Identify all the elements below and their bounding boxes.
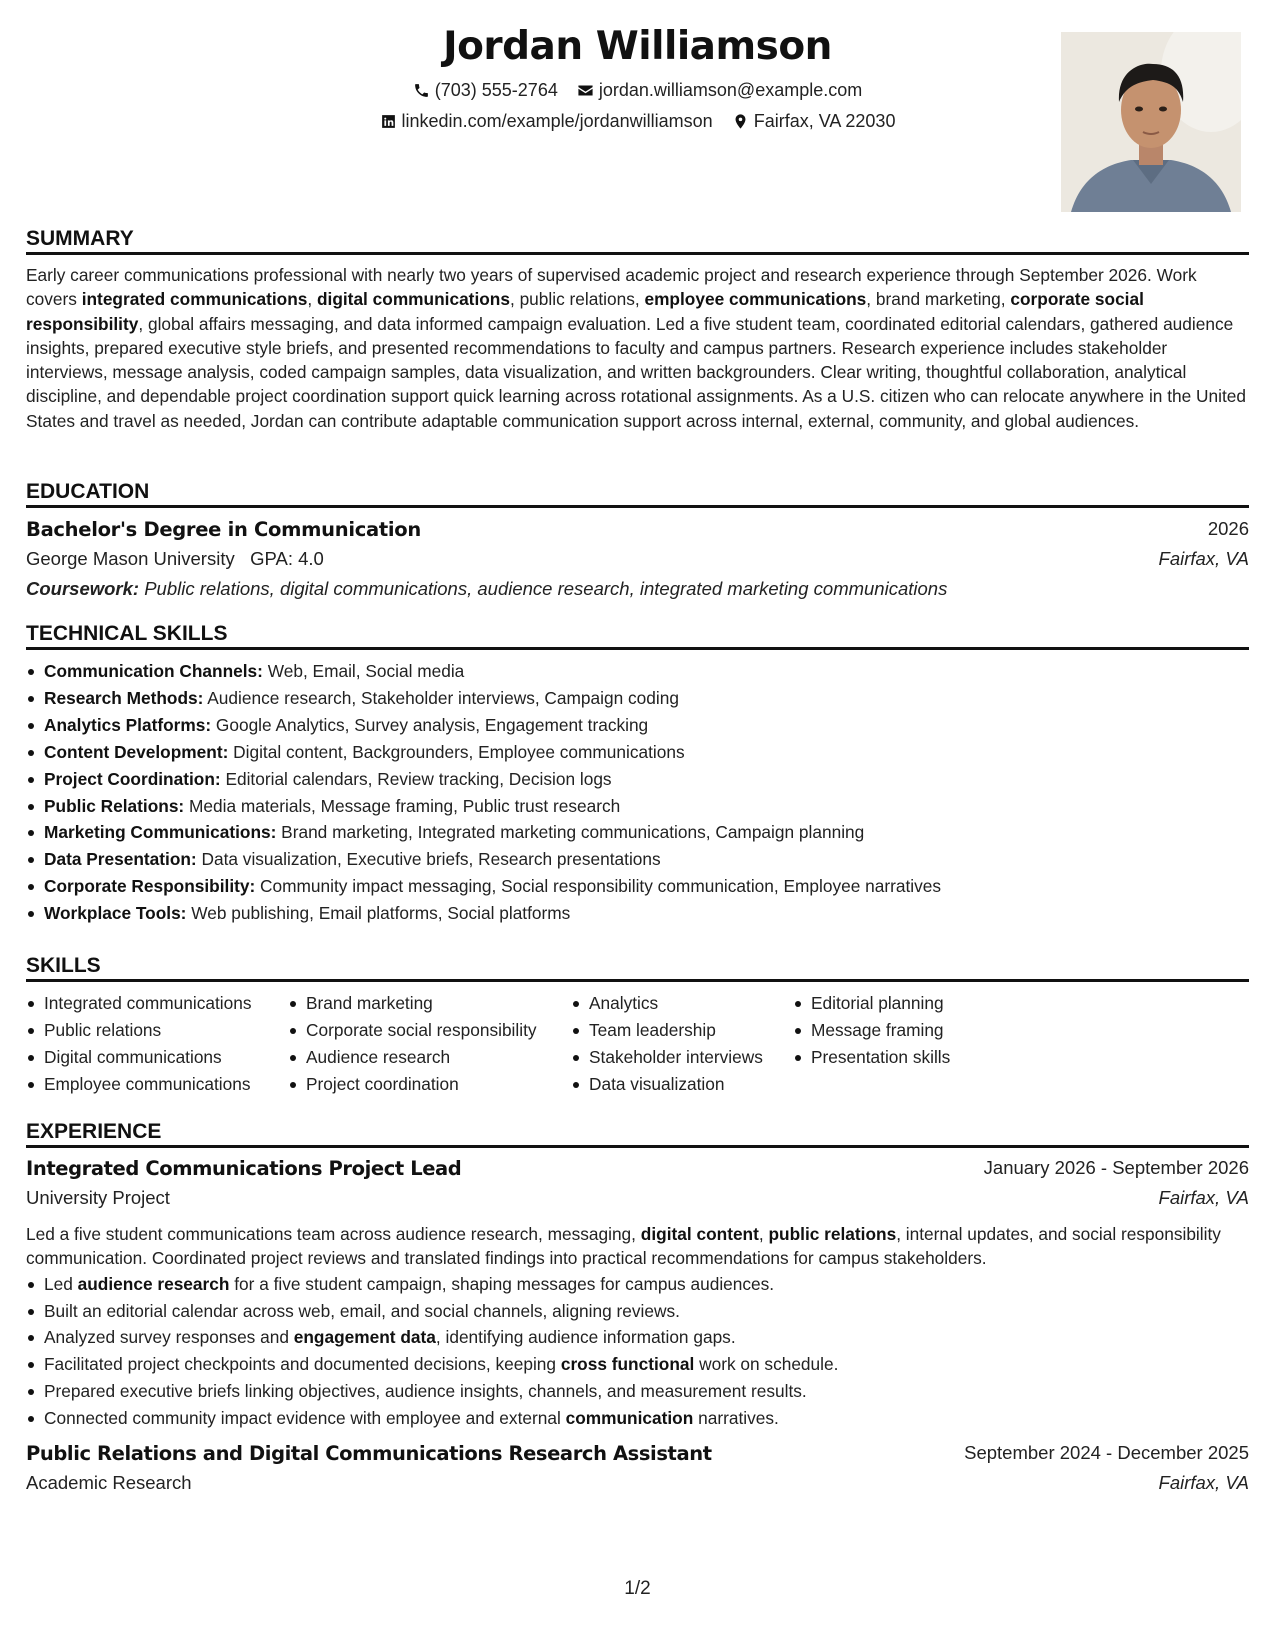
job-1-location: Fairfax, VA [1158, 1187, 1249, 1208]
technical-skill-label: Marketing Communications: [44, 822, 277, 843]
skill-item: Message framing [793, 1017, 950, 1044]
job-1-title: Integrated Communications Project Lead [26, 1157, 462, 1180]
text-segment: , [758, 1224, 769, 1244]
skill-item: Presentation skills [793, 1044, 950, 1071]
skill-item: Data visualization [571, 1071, 763, 1098]
education-heading: EDUCATION [26, 478, 1249, 508]
job-2-title: Public Relations and Digital Communications Research Assistant [26, 1442, 712, 1466]
map-pin-icon [732, 113, 749, 130]
technical-skill-label: Communication Channels: [44, 661, 263, 681]
technical-skill-value: Google Analytics, Survey analysis, Engagement tracking [211, 714, 649, 735]
emphasis-text: audience research [77, 1273, 230, 1294]
job-1-description [26, 1222, 1249, 1271]
emphasis-text: integrated communications [81, 289, 308, 310]
job-bullet [26, 1405, 1249, 1432]
emphasis-text: digital communications [316, 289, 510, 310]
emphasis-text: digital content [640, 1224, 759, 1244]
text-segment: narratives. [693, 1408, 779, 1429]
gpa: GPA: 4.0 [250, 548, 324, 569]
technical-skill-item [26, 846, 1249, 873]
school-name: George Mason University [26, 548, 235, 569]
text-segment: , global affairs messaging, and data informed campaign evaluation. Led a five student team, coordinated editorial calendars, gathered audience insights, prepared executive style briefs, and presented recommendations to faculty and campus partners. Research experience includes stakeholder interviews, message analysis, coded campaign samples, data visualization, and written backgrounders. Clear writing, thoughtful collaboration, analytical discipline, and dependable project coordination support quick learning across rotational assignments. As a U.S. citizen who can relocate anywhere in the United States and travel as needed, Jordan can contribute adaptable communication support across internal, external, community, and global audiences. [26, 313, 1246, 431]
experience-section [26, 1118, 1249, 1502]
technical-skill-value: Data visualization, Executive briefs, Research presentations [196, 849, 661, 870]
phone-contact[interactable] [413, 80, 558, 101]
technical-skill-value: Digital content, Backgrounders, Employee communications [228, 741, 685, 762]
technical-skill-item [26, 873, 1249, 900]
graduation-year: 2026 [1207, 518, 1249, 539]
technical-skill-item [26, 819, 1249, 846]
skill-item: Integrated communications [26, 990, 252, 1017]
technical-skills-list [26, 658, 1249, 927]
text-segment: , internal updates, and social responsibility communication. Coordinated project reviews and translated findings into practical recommendations for campus stakeholders. [26, 1224, 1221, 1269]
technical-skill-item [26, 739, 1249, 766]
skills-column-list [793, 990, 950, 1071]
technical-skill-item [26, 658, 1249, 685]
technical-skill-value: Brand marketing, Integrated marketing communications, Campaign planning [276, 822, 865, 843]
technical-skill-label: Project Coordination: [44, 768, 221, 789]
email-text: jordan.williamson@example.com [598, 80, 863, 100]
job-1-org: University Project [26, 1187, 170, 1208]
text-segment: Built an editorial calendar across web, email, and social channels, aligning reviews. [44, 1300, 680, 1321]
education-row-2 [26, 548, 1249, 578]
technical-skill-value: Community impact messaging, Social responsibility communication, Employee narratives [255, 876, 942, 897]
linkedin-icon [380, 113, 397, 130]
education-section [26, 478, 1249, 600]
skill-item: Audience research [288, 1044, 537, 1071]
skill-item: Employee communications [26, 1071, 252, 1098]
job-2-location: Fairfax, VA [1158, 1472, 1249, 1494]
summary-heading: SUMMARY [26, 225, 1249, 255]
summary-text [26, 263, 1249, 433]
emphasis-text: engagement data [293, 1327, 436, 1348]
skills-grid [26, 990, 1249, 1098]
job-2-subheader [26, 1472, 1249, 1502]
technical-skill-item [26, 766, 1249, 793]
email-contact[interactable] [577, 80, 862, 101]
technical-skill-label: Workplace Tools: [44, 903, 187, 924]
job-2-org: Academic Research [26, 1472, 192, 1494]
skills-section [26, 952, 1249, 1098]
linkedin-contact[interactable] [380, 111, 713, 132]
envelope-icon [577, 82, 594, 99]
job-1-bullets [26, 1271, 1249, 1432]
job-2-header [26, 1442, 1249, 1472]
skills-column [288, 990, 537, 1098]
technical-skill-label: Analytics Platforms: [44, 714, 212, 735]
emphasis-text: employee communications [644, 289, 867, 310]
text-segment: , [307, 289, 317, 310]
skills-column [571, 990, 763, 1098]
technical-skill-label: Data Presentation: [44, 849, 197, 870]
emphasis-text: public relations [768, 1224, 897, 1244]
technical-skills-heading: TECHNICAL SKILLS [26, 620, 1249, 650]
page-number: 1/2 [624, 1578, 651, 1599]
location-contact [732, 111, 896, 132]
resume-page [26, 0, 1249, 1650]
emphasis-text: corporate social responsibility [26, 289, 1144, 334]
text-segment: for a five student campaign, shaping messages for campus audiences. [229, 1273, 775, 1294]
phone-text: (703) 555-2764 [434, 80, 558, 100]
skill-item: Public relations [26, 1017, 252, 1044]
skills-column-list [571, 990, 763, 1098]
technical-skill-label: Public Relations: [44, 795, 185, 816]
skill-item: Analytics [571, 990, 763, 1017]
technical-skill-item [26, 900, 1249, 927]
text-segment: Facilitated project checkpoints and documented decisions, keeping [44, 1354, 561, 1375]
technical-skill-item [26, 793, 1249, 820]
coursework-list: Public relations, digital communications, audience research, integrated marketing communications [144, 578, 948, 599]
technical-skill-label: Corporate Responsibility: [44, 876, 256, 897]
technical-skill-label: Research Methods: [44, 687, 204, 708]
skill-item: Project coordination [288, 1071, 537, 1098]
school-gpa [26, 548, 324, 570]
technical-skills-section [26, 620, 1249, 927]
text-segment: Led a five student communications team across audience research, messaging, [26, 1224, 641, 1244]
technical-skill-value: Editorial calendars, Review tracking, Decision logs [220, 768, 612, 789]
technical-skill-value: Media materials, Message framing, Public trust research [184, 795, 621, 816]
text-segment: Connected community impact evidence with employee and external [44, 1408, 566, 1429]
text-segment: Early career communications professional with nearly two years of supervised academic project and research experience through September 2026. Work covers [26, 265, 1197, 310]
skills-column-list [26, 990, 252, 1098]
text-segment: , brand marketing, [866, 289, 1011, 310]
technical-skill-value: Audience research, Stakeholder interviews, Campaign coding [203, 687, 679, 708]
coursework-label: Coursework: [26, 578, 140, 599]
skills-column [793, 990, 950, 1071]
job-bullet [26, 1298, 1249, 1325]
location-text: Fairfax, VA 22030 [753, 111, 896, 131]
job-1-header [26, 1157, 1249, 1187]
text-segment: Prepared executive briefs linking objectives, audience insights, channels, and measurement results. [44, 1381, 807, 1402]
coursework-line [26, 578, 1249, 600]
job-1-subheader [26, 1187, 1249, 1217]
resume-header [26, 22, 1249, 212]
candidate-name: Jordan Williamson [443, 24, 832, 69]
technical-skill-value: Web, Email, Social media [262, 661, 465, 681]
text-segment: work on schedule. [694, 1354, 839, 1375]
job-1-dates: January 2026 - September 2026 [983, 1157, 1249, 1178]
skills-column-list [288, 990, 537, 1098]
job-2-dates: September 2024 - December 2025 [964, 1442, 1249, 1464]
education-row-1 [26, 518, 1249, 548]
text-segment: , identifying audience information gaps. [435, 1327, 736, 1348]
text-segment: Analyzed survey responses and [44, 1327, 294, 1348]
skill-item: Digital communications [26, 1044, 252, 1071]
experience-heading: EXPERIENCE [26, 1118, 1249, 1148]
profile-photo [1061, 32, 1241, 212]
technical-skill-item [26, 712, 1249, 739]
skill-item: Editorial planning [793, 990, 950, 1017]
text-segment: , public relations, [509, 289, 645, 310]
technical-skill-item [26, 685, 1249, 712]
job-bullet [26, 1351, 1249, 1378]
skill-item: Stakeholder interviews [571, 1044, 763, 1071]
job-bullet [26, 1271, 1249, 1298]
technical-skill-label: Content Development: [44, 741, 229, 762]
text-segment: Led [44, 1273, 78, 1294]
job-bullet [26, 1324, 1249, 1351]
linkedin-text: linkedin.com/example/jordanwilliamson [401, 111, 713, 131]
summary-section [26, 225, 1249, 433]
technical-skill-value: Web publishing, Email platforms, Social platforms [186, 903, 571, 924]
skills-heading: SKILLS [26, 952, 1249, 982]
skill-item: Team leadership [571, 1017, 763, 1044]
school-location: Fairfax, VA [1158, 548, 1249, 569]
job-bullet [26, 1378, 1249, 1405]
skill-item: Corporate social responsibility [288, 1017, 537, 1044]
emphasis-text: communication [565, 1408, 694, 1429]
emphasis-text: cross functional [560, 1354, 695, 1375]
skills-column [26, 990, 252, 1098]
phone-icon [413, 82, 430, 99]
skill-item: Brand marketing [288, 990, 537, 1017]
degree-title: Bachelor's Degree in Communication [26, 518, 421, 541]
